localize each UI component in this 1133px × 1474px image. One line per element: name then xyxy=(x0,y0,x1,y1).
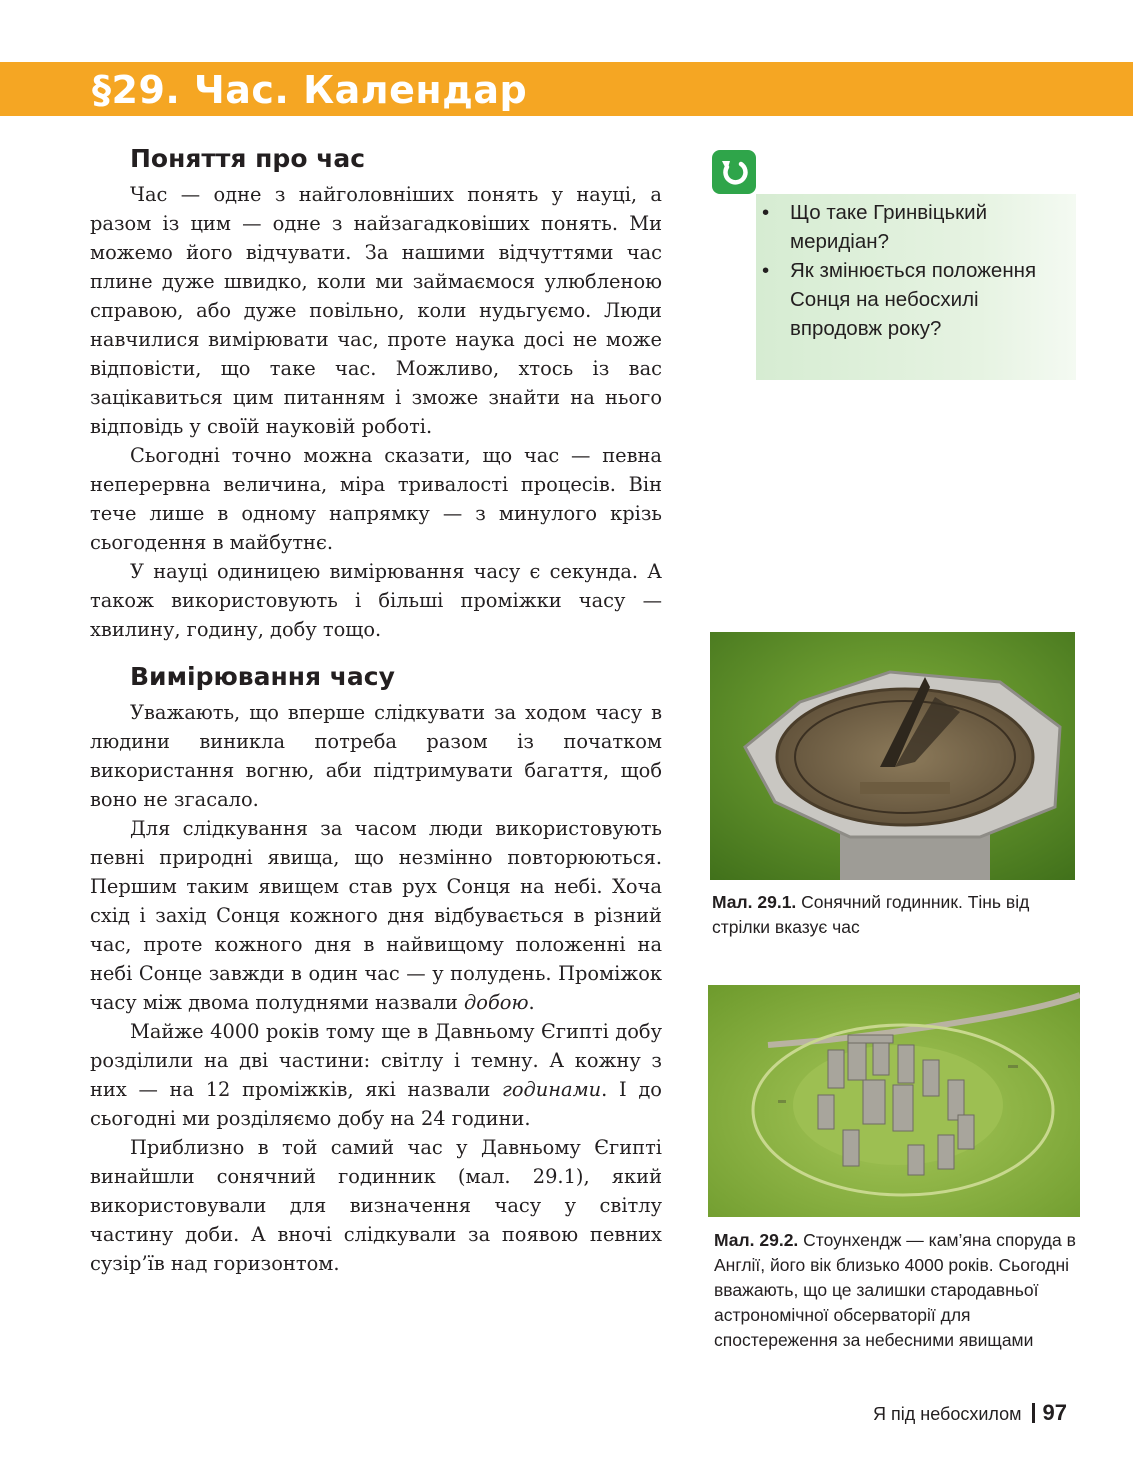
page-number: 97 xyxy=(1042,1400,1067,1425)
book-title: Я під небосхилом xyxy=(873,1404,1022,1424)
main-text-column xyxy=(90,140,662,1278)
paragraph-text: . xyxy=(528,991,535,1014)
figure-caption-text: Сонячний годинник. Тінь від стрілки вказує час xyxy=(712,892,1030,937)
section-heading-concept: Поняття про час xyxy=(130,144,366,173)
sundial-photo xyxy=(710,632,1075,880)
review-question: • Як змінюється положення Сонця на небосхилі впродовж року? xyxy=(756,256,1056,343)
paragraph: Сьогодні точно можна сказати, що час — певна неперервна величина, міра тривалості процесів. Він тече лише в одному напрямку — з минулого крізь сьогодення в майбутнє. xyxy=(90,444,662,554)
figure-caption-text: Стоунхендж — кам’яна споруда в Англії, його вік близько 4000 років. Сьогодні вважають, що це залишки стародавньої астрономічної обсерваторії для спостереження за небесними явищами xyxy=(714,1230,1076,1350)
section-heading-measurement: Вимірювання часу xyxy=(130,662,395,691)
term-hodyny: годинами xyxy=(502,1078,602,1101)
page-title: §29. Час. Календар xyxy=(92,68,528,112)
footer-separator xyxy=(1032,1403,1035,1423)
page-footer xyxy=(873,1398,1067,1429)
paragraph: Приблизно в той самий час у Давньому Єгипті винайшли сонячний годинник (мал. 29.1), який використовували для визначення часу у світлу частину доби. А вночі слідкували за появою певних сузір’їв над горизонтом. xyxy=(90,1136,662,1275)
paragraph xyxy=(90,1017,662,1133)
review-question: • Що таке Гринвіцький меридіан? xyxy=(756,198,1056,256)
paragraph-text: . І до сьогодні ми розділяємо добу на 24 години. xyxy=(90,1078,662,1130)
paragraph: Уважають, що вперше слідкувати за ходом часу в людини виникла потреба разом із початком використання вогню, аби підтримувати багаття, щоб воно не згасало. xyxy=(90,701,662,811)
paragraph: У науці одиницею вимірювання часу є секунда. А також використовують і більші проміжки часу — хвилину, годину, добу тощо. xyxy=(90,560,662,641)
figure-caption-2 xyxy=(714,1228,1084,1353)
review-questions xyxy=(756,198,1056,343)
review-arrow-icon xyxy=(712,150,756,194)
paragraph: Час — одне з найголовніших понять у науці, а разом із цим — одне з найзагадковіших понять. Ми можемо його відчувати. За нашими відчуттями час плине дуже швидко, коли ми займаємося улюбленою справою, або дуже повільно, коли нудьгуємо. Люди навчилися вимірювати час, проте наука досі не може відповісти, що таке час. Можливо, хтось із вас зацікавиться цим питанням і зможе знайти на нього відповідь у своїй науковій роботі. xyxy=(90,183,662,438)
figure-label: Мал. 29.1. xyxy=(712,892,797,912)
figure-label: Мал. 29.2. xyxy=(714,1230,799,1250)
stonehenge-photo xyxy=(708,985,1080,1217)
figure-caption-1 xyxy=(712,890,1072,940)
paragraph-text: Майже 4000 років тому ще в Давньому Єгипті добу розділили на дві частини: світлу і темну. А кожну з них — на 12 проміжків, які назвали xyxy=(90,1020,662,1101)
paragraph-text: Для слідкування за часом люди використовують певні природні явища, що незмінно повторюються. Першим таким явищем став рух Сонця на небі. Хоча схід і захід Сонця кожного дня відбувається в різний час, проте кожного дня в найвищому положенні на небі Сонце завжди в один час — у полудень. Проміжок часу між двома полуднями назвали xyxy=(90,817,662,1014)
term-doba: добою xyxy=(463,991,529,1014)
paragraph xyxy=(90,814,662,1017)
